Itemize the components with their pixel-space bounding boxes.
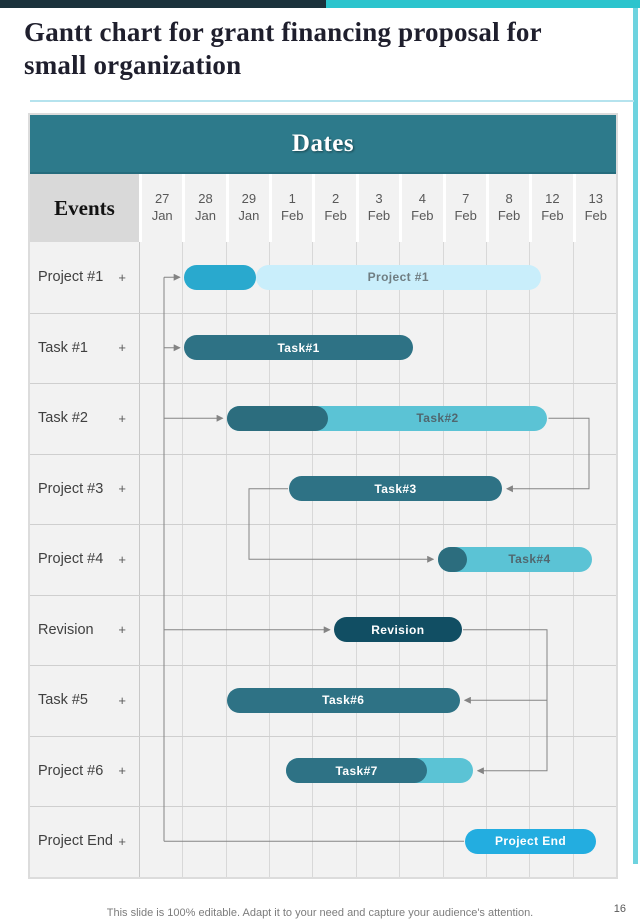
- date-header-cell: [402, 174, 442, 242]
- grid-column-line: [182, 242, 183, 877]
- date-day: 27: [154, 191, 170, 207]
- right-edge-accent: [633, 8, 638, 864]
- date-month: Feb: [454, 208, 477, 223]
- gantt-bar-label: Revision: [371, 622, 425, 637]
- event-row-label-cell: [30, 313, 139, 384]
- date-day: 12: [545, 191, 560, 207]
- expand-row-button[interactable]: +: [118, 622, 126, 638]
- event-row-label-cell: [30, 242, 139, 313]
- gantt-bar-label: Task#4: [508, 552, 551, 567]
- date-header-cell: [446, 174, 486, 242]
- event-row-label-cell: [30, 806, 139, 877]
- date-header-cell: [185, 174, 225, 242]
- date-header-cell: [142, 174, 182, 242]
- gantt-bar-label: Task#3: [374, 481, 417, 496]
- event-row-label: Revision: [38, 621, 94, 638]
- gantt-bar-label: Task#2: [416, 411, 459, 426]
- date-day: 8: [505, 191, 513, 207]
- date-day: 29: [241, 191, 257, 207]
- title-underline: [30, 100, 634, 102]
- expand-row-button[interactable]: +: [118, 481, 126, 497]
- events-column-divider: [139, 242, 140, 877]
- date-day: 2: [332, 191, 340, 207]
- event-row-label-cell: [30, 383, 139, 454]
- event-row-label: Project End: [38, 833, 113, 850]
- date-header-cell: [272, 174, 312, 242]
- date-day: 7: [462, 191, 470, 207]
- date-header-cell: [359, 174, 399, 242]
- date-month: Feb: [324, 208, 347, 223]
- date-day: 3: [375, 191, 383, 207]
- event-row-label-cell: [30, 736, 139, 807]
- events-header-label: Events: [54, 195, 115, 220]
- gantt-bar-label: Task#7: [335, 763, 378, 778]
- event-row-label-cell: [30, 524, 139, 595]
- gantt-bar-label: Project End: [494, 834, 567, 849]
- date-month: Jan: [195, 208, 217, 223]
- event-row-label-cell: [30, 665, 139, 736]
- gantt-chart-area: [30, 242, 616, 877]
- expand-row-button[interactable]: +: [118, 269, 126, 285]
- date-header-cell: [576, 174, 616, 242]
- date-day: 4: [418, 191, 426, 207]
- date-header-cell: [532, 174, 572, 242]
- dates-banner-label: Dates: [291, 129, 355, 157]
- event-row-label: Task #2: [38, 410, 88, 427]
- gantt-table: [28, 113, 618, 879]
- date-month: Feb: [367, 208, 391, 223]
- gantt-bar-label: Task#1: [277, 340, 320, 355]
- expand-row-button[interactable]: +: [118, 340, 126, 356]
- gantt-bar[interactable]: [184, 265, 256, 290]
- expand-row-button[interactable]: +: [118, 692, 126, 708]
- date-month: Feb: [411, 208, 434, 223]
- expand-row-button[interactable]: +: [118, 551, 126, 567]
- event-row-label: Project #3: [38, 480, 104, 497]
- date-header-cell: [315, 174, 355, 242]
- topbar-dark-segment: [0, 0, 326, 8]
- date-day: 1: [288, 191, 296, 207]
- page-title: Gantt chart for grant financing proposal for small organization: [24, 17, 542, 80]
- date-day: 13: [588, 191, 603, 207]
- date-header-cell: [229, 174, 269, 242]
- table-header-row: [30, 174, 616, 242]
- event-row-label: Task #5: [38, 692, 88, 709]
- page-number: 16: [613, 903, 626, 915]
- date-month: Feb: [497, 208, 521, 223]
- topbar-teal-segment: [326, 0, 640, 8]
- gantt-bar-segment[interactable]: [227, 406, 328, 431]
- expand-row-button[interactable]: +: [118, 410, 126, 426]
- gantt-bar-label: Project #1: [367, 270, 429, 285]
- gantt-bar-label: Task#6: [322, 693, 365, 708]
- date-month: Feb: [281, 208, 304, 223]
- footer-note: This slide is 100% editable. Adapt it to your need and capture your audience's attention.: [106, 907, 534, 919]
- date-month: Jan: [238, 208, 260, 223]
- event-row-label: Project #1: [38, 269, 104, 286]
- event-row-label: Project #4: [38, 551, 104, 568]
- date-month: Feb: [541, 208, 564, 223]
- event-row-label-cell: [30, 595, 139, 666]
- connector-revision-task7: [463, 630, 547, 771]
- dates-banner: [30, 115, 616, 174]
- events-header-cell: [30, 174, 139, 242]
- date-month: Jan: [151, 208, 173, 223]
- event-row-label: Task #1: [38, 339, 88, 356]
- expand-row-button[interactable]: +: [118, 763, 126, 779]
- event-row-label-cell: [30, 454, 139, 525]
- date-day: 28: [198, 191, 213, 207]
- date-header-cell: [489, 174, 529, 242]
- event-row-label: Project #6: [38, 762, 104, 779]
- date-month: Feb: [584, 208, 607, 223]
- expand-row-button[interactable]: +: [118, 833, 126, 849]
- gantt-bar-segment[interactable]: [438, 547, 467, 572]
